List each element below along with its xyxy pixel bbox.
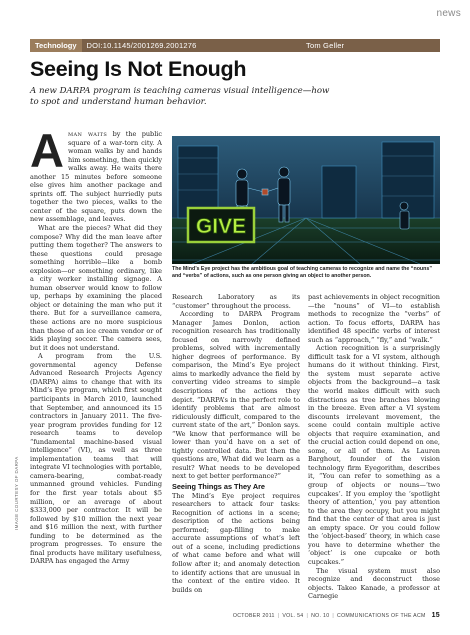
paragraph: Research Laboratory as its “customer” throughout the process. [172,293,300,310]
doi-label: DOI:10.1145/2001269.2001276 [86,41,197,50]
section-label: Technology [30,39,82,52]
photo-caption: The Mind’s Eye project has the ambitious goal of teaching cameras to recognize and name the “nouns” and “verbs” of actions, such as one person giving an object to another person. [172,266,432,279]
page-number: 15 [431,612,440,619]
article-deck: A new DARPA program is teaching cameras visual intelligence—how to spot and understand human behavior. [30,86,330,107]
photo-credit: IMAGE COURTESY OF DARPA [14,456,19,530]
issue-date: OCTOBER 2011 [232,613,275,619]
sign-text: GIVE [195,215,247,238]
paragraph: According to DARPA Program Manager James Donlon, action recognition research has traditionally focused on narrowly defined problems, solved with incrementally higher degrees of performance. By comparison, the Mind’s Eye project aims to markedly advance the field by converting video streams to simple descriptions of the actions they depict. “DARPA’s in the perfect role to identify problems that are almost ridiculously difficult, compared to the current state of the art,” Donlon says. “We know that performance will be lower than you’d have on a set of tightly controlled data. But then the questions are, What did we learn as a result? What needs to be developed next to get better performance?” [172,310,300,481]
lead-in: man waits [67,130,108,138]
issue-number: NO. 10 [311,613,330,619]
section-tag: news [436,8,461,19]
article-title: Seeing Is Not Enough [30,57,247,81]
header-band [30,39,440,52]
section-subhead: Seeing Things as They Are [172,482,265,492]
paragraph: Action recognition is a surprisingly difficult task for a VI system, although humans do it without thinking. First, the system must separate active objects from the background—a task the world makes difficult with such distractions as tree branches blowing in the breeze. Even after a VI system discounts irrelevant movement, the scene could contain multiple active objects that require examination, and the crucial action could depend on one, some, or all of them. As Lauren Barghout, founder of the vision technology firm Eyegorithm, describes it, “You can refer to something as a group of objects or nouns—‘two cupcakes’. If you employ the ‘spotlight theory of attention,’ you pay attention to the area they occupy, but you might find that the center of that area is just an empty space. Or you could follow the ‘object-based’ theory, in which case you have to determine whether the ‘object’ is one cupcake or both cupcakes.” [308,344,440,566]
column-2 [172,293,300,594]
column-3 [308,293,440,601]
give-sign [188,208,254,242]
paragraph: A program from the U.S. governmental agency Defense Advanced Research Projects Agency (DARPA) aims to change that with its Mind’s Eye program, which first sought participants in March 2010, launched that September, and announced its 15 contractors in January 2011. The five-year program provides funding for 12 research teams to develop “fundamental machine-based visual intelligence” (VI), as well as three implementation teams that will integrate VI technologies with portable, camera-bearing, combat-ready unmanned ground vehicles. Funding for the first year totals about $5 million, or an average of about $333,000 per contractor. It will be followed by $10 million the next year and $16 million the next, with further funding to be determined as the program progresses. To ensure the final products have military usefulness, DARPA has engaged the Army [30,352,162,566]
paragraph-text: by the public square of a war-torn city. A woman walks by and hands him something, then quickly walks away. He waits there another 15 minutes before someone else gives him another package and sprints off. The subject hurriedly puts together the two pieces, walks to the center of the square, puts down the new assemblage, and leaves. [30,130,162,224]
drop-cap: A [30,124,64,177]
volume: VOL. 54 [282,613,304,619]
paragraph: The Mind’s Eye project requires researchers to attack four tasks: Recognition of actions in a scene; description of the actions being performed; gap-filling to make accurate assumptions of what’s left out of a scene, including predictions of what came before and what will follow after it; and anomaly detection to identify actions that are unusual in the context of the entire video. It builds on [172,491,300,594]
author-name: Tom Geller [306,41,345,50]
paragraph: past achievements in object recognition—the “nouns” of VI—to establish methods to recognize the “verbs” of action. To focus efforts, DARPA has identified 48 specific verbs of interest such as “approach,” “fly,” and “walk.” [308,293,440,344]
article-photo [172,136,440,264]
paragraph: The visual system must also recognize and deconstruct those objects. Takeo Kanade, a professor at Carnegie [308,566,440,601]
security-scene-illustration [172,136,440,264]
column-1 [30,124,162,566]
journal-name: COMMUNICATIONS OF THE ACM [337,613,426,619]
paragraph: What are the pieces? What did they compose? Why did the man leave after putting them together? The answers to these questions could presage something horrible—like a bomb explosion—or something ordinary, like a city worker installing signage. A human observer would know to follow up, perhaps by examining the placed object or detaining the man who put it there. But for a surveillance camera, these actions are no more suspicious than those of an ice cream vendor or of kids playing soccer. The camera sees, but it does not understand. [30,224,162,352]
paragraph [30,124,162,224]
page-footer: OCTOBER 2011 | VOL. 54 | NO. 10 | COMMUNICATIONS OF THE ACM 15 [232,612,440,619]
